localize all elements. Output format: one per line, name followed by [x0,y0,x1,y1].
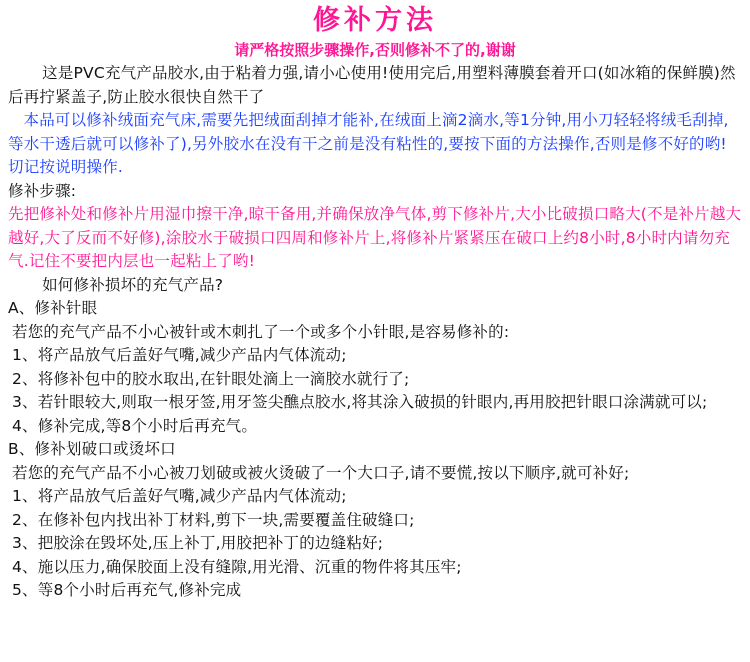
section-b-item: 1、将产品放气后盖好气嘴,减少产品内气体流动; [12,487,347,505]
section-a-item: 3、若针眼较大,则取一根牙签,用牙签尖醮点胶水,将其涂入破损的针眼内,再用胶把针眼口涂满就可以; [12,393,708,411]
section-b-item: 4、施以压力,确保胶面上没有缝隙,用光滑、沉重的物件将其压牢; [12,557,462,576]
question-heading: 如何修补损坏的充气产品? [42,275,224,294]
section-a-item: 2、将修补包中的胶水取出,在针眼处滴上一滴胶水就行了; [12,369,410,388]
section-b-item: 5、等8个小时后再充气,修补完成 [12,581,242,599]
page-title: 修补方法 [313,5,437,36]
section-b-intro: 若您的充气产品不小心被刀划破或被火烫破了一个大口子,请不要慌,按以下顺序,就可补好; [12,463,630,482]
flocked-note-paragraph: 本品可以修补绒面充气床,需要先把绒面刮掉才能补,在绒面上滴2滴水,等1分钟,用小刀轻轻将绒毛刮掉,等水干透后就可以修补了),另外胶水在没有干之前是没有粘性的,要按下面的方法操作,否则是修不好的哟!切记按说明操作. [8,111,729,176]
section-b-heading: B、修补划破口或烫坏口 [8,440,176,458]
intro-paragraph: 这是PVC充气产品胶水,由于粘着力强,请小心使用!使用完后,用塑料薄膜套着开口(如冰箱的保鲜膜)然后再拧紧盖子,防止胶水很快自然干了 [8,64,736,106]
section-a-heading: A、修补针眼 [8,299,98,317]
section-b-item: 2、在修补包内找出补丁材料,剪下一块,需要覆盖住破缝口; [12,510,415,529]
section-a-item: 4、修补完成,等8个小时后再充气。 [12,416,258,435]
steps-paragraph: 先把修补处和修补片用湿巾擦干净,晾干备用,并确保放净气体,剪下修补片,大小比破损口略大(不是补片越大越好,大了反而不好修),涂胶水于破损口四周和修补片上,将修补片紧紧压在破口上约8小时,8小时内请勿充气.记住不要把内层也一起粘上了哟! [8,205,742,270]
section-a-item: 1、将产品放气后盖好气嘴,减少产品内气体流动; [12,346,347,364]
steps-heading: 修补步骤: [8,181,77,200]
page-subtitle: 请严格按照步骤操作,否则修补不了的,谢谢 [234,41,516,59]
section-b-item: 3、把胶涂在毁坏处,压上补丁,用胶把补丁的边缝粘好; [12,534,384,552]
section-a-intro: 若您的充气产品不小心被针或木刺扎了一个或多个小针眼,是容易修补的: [12,322,510,341]
